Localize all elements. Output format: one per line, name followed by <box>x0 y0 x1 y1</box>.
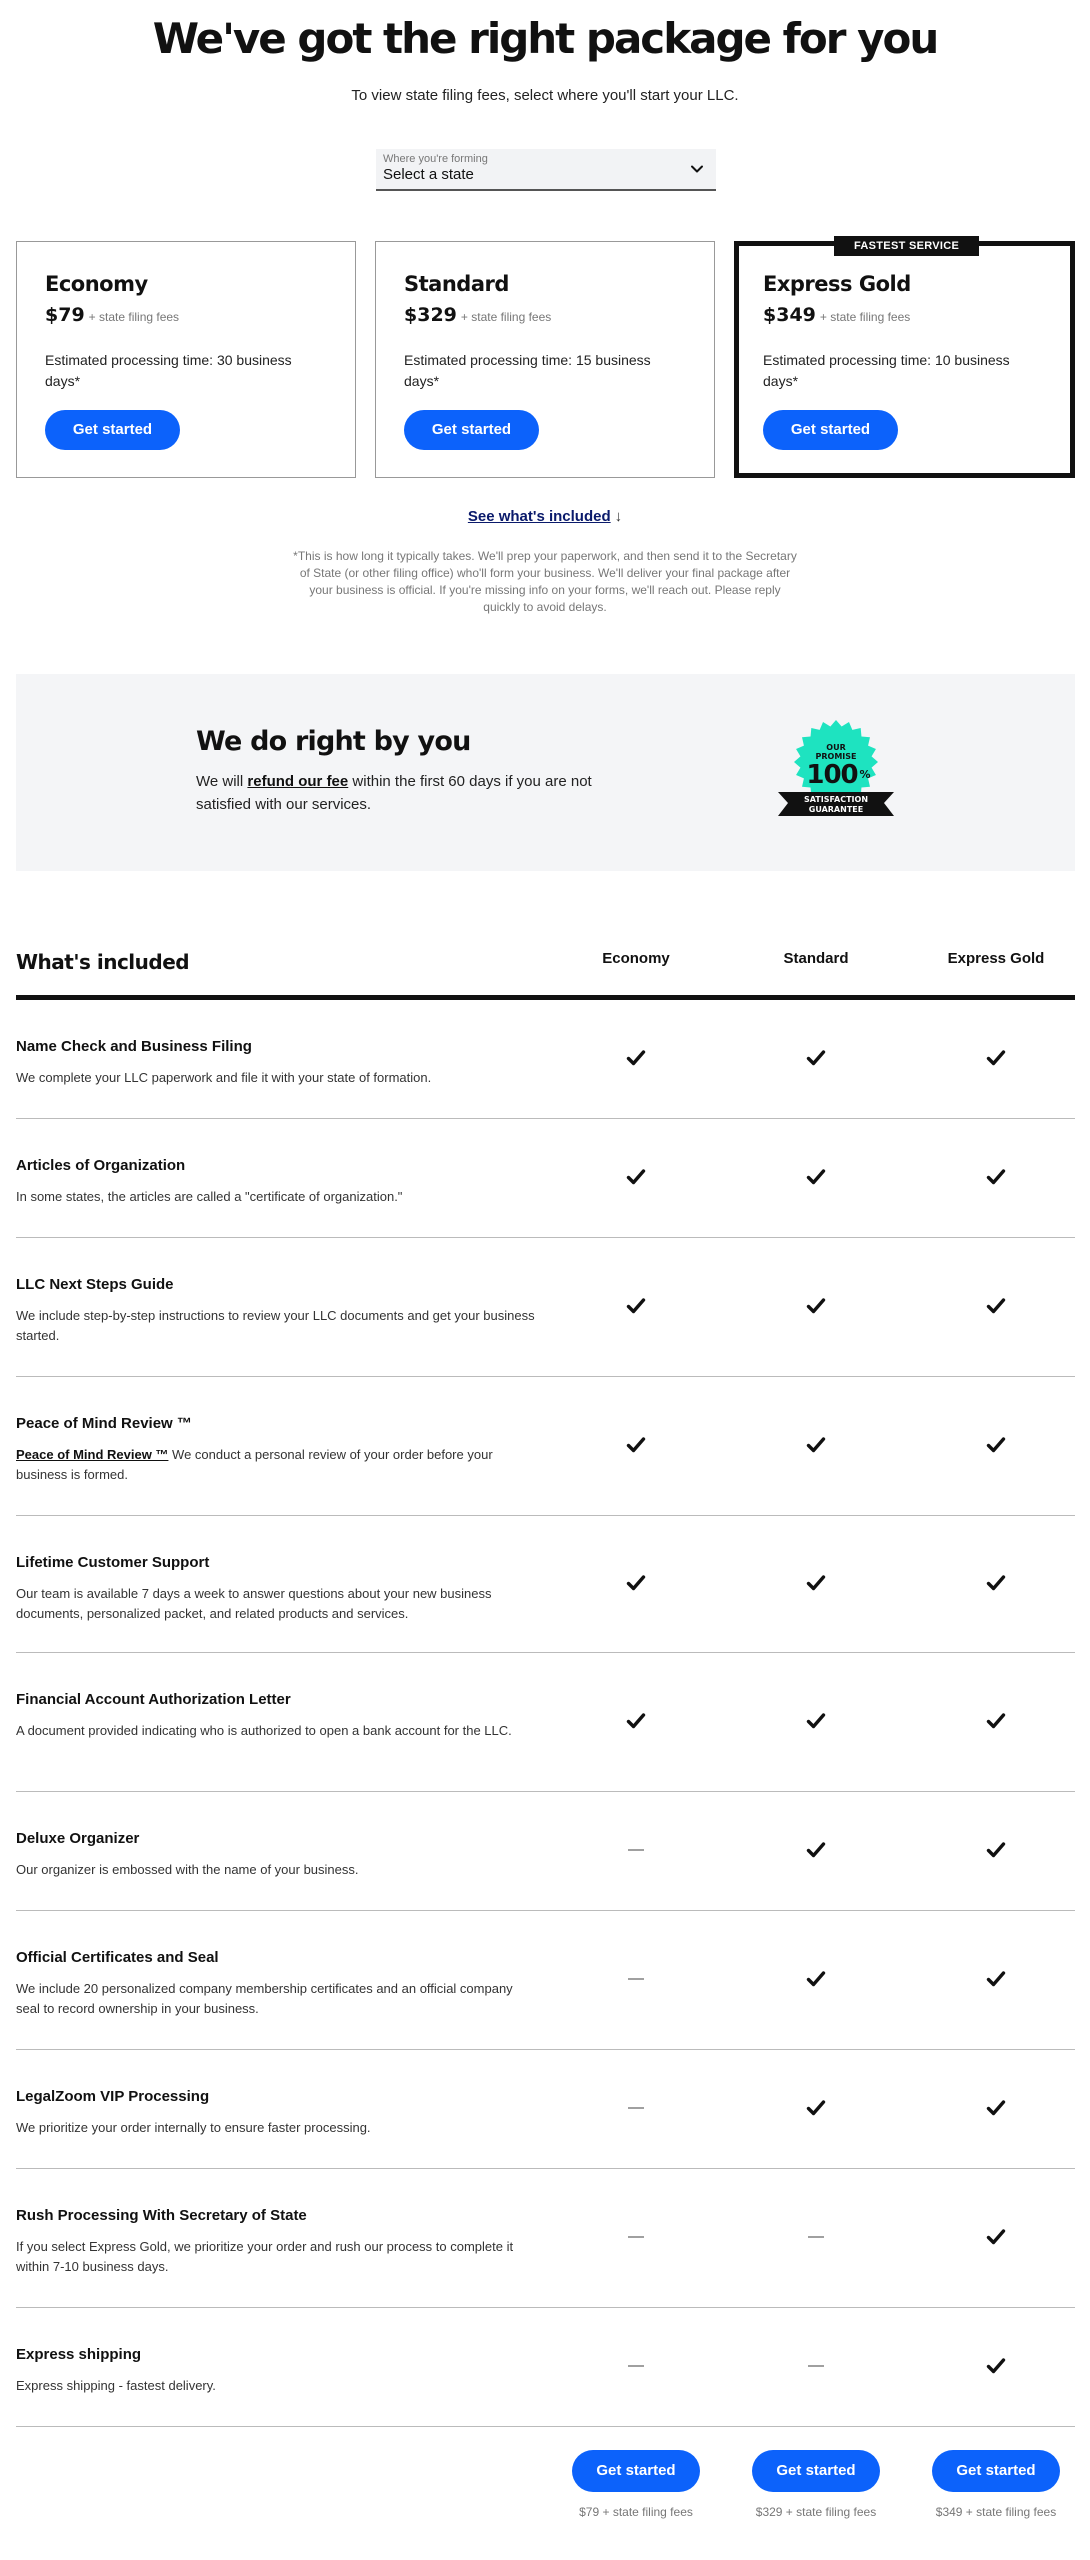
feature-title: LLC Next Steps Guide <box>16 1276 174 1293</box>
whats-included-title: What's included <box>16 950 190 974</box>
state-select[interactable] <box>376 149 716 191</box>
feature-description: We complete your LLC paperwork and file it with your state of formation. <box>16 1070 432 1085</box>
feature-description: Our team is available 7 days a week to answer questions about your new business documents, personalized packet, and related products and services. <box>16 1586 492 1621</box>
package-fee-note: + state filing fees <box>460 310 552 324</box>
package-processing-time: Estimated processing time: 10 business days* <box>763 352 1010 389</box>
dash-icon <box>626 1840 646 1860</box>
checkmark-icon <box>626 1711 646 1731</box>
feature-row-rush-processing-with-secretary-of-state <box>16 2169 1075 2308</box>
checkmark-icon <box>806 1048 826 1068</box>
feature-row-express-shipping <box>16 2308 1075 2427</box>
package-name: Express Gold <box>763 272 911 296</box>
feature-title: Peace of Mind Review ™ <box>16 1415 192 1432</box>
see-whats-included <box>0 508 1090 525</box>
feature-title: Deluxe Organizer <box>16 1830 140 1847</box>
feature-description: We prioritize your order internally to ensure faster processing. <box>16 2120 371 2135</box>
dash-icon <box>626 2356 646 2376</box>
feature-row-llc-next-steps-guide <box>16 1238 1075 1377</box>
seal-ribbon1: SATISFACTION <box>803 795 869 804</box>
column-header-standard: Standard <box>783 950 849 967</box>
dash-icon <box>626 2227 646 2247</box>
feature-description: In some states, the articles are called a "certificate of organization." <box>16 1189 403 1204</box>
checkmark-icon <box>806 1969 826 1989</box>
feature-title: Lifetime Customer Support <box>16 1554 210 1571</box>
checkmark-icon <box>626 1167 646 1187</box>
promise-text: We will refund our fee within the first 60 days if you are not satisfied with our services. <box>196 773 592 813</box>
see-whats-included-link[interactable]: See what's included <box>467 508 611 525</box>
checkmark-icon <box>806 1296 826 1316</box>
seal-ribbon2: GUARANTEE <box>808 805 864 814</box>
page-subtitle: To view state filing fees, select where you'll start your LLC. <box>351 87 739 104</box>
checkmark-icon <box>806 1711 826 1731</box>
checkmark-icon <box>986 1840 1006 1860</box>
feature-title: LegalZoom VIP Processing <box>16 2088 210 2105</box>
get-started-button-express-gold[interactable]: Get started <box>763 410 898 450</box>
checkmark-icon <box>626 1048 646 1068</box>
feature-row-name-check-and-business-filing <box>16 1000 1075 1119</box>
promise-title: We do right by you <box>196 726 471 757</box>
column-header-economy: Economy <box>602 950 670 967</box>
feature-description: We include step-by-step instructions to review your LLC documents and get your business started. <box>16 1308 535 1343</box>
checkmark-icon <box>626 1435 646 1455</box>
checkmark-icon <box>986 1711 1006 1731</box>
feature-description: Express shipping - fastest delivery. <box>16 2378 216 2393</box>
checkmark-icon <box>986 1573 1006 1593</box>
package-fee-note: + state filing fees <box>819 310 911 324</box>
feature-row-financial-account-authorization-letter <box>16 1653 1075 1792</box>
promise-banner <box>16 674 1075 871</box>
checkmark-icon <box>986 1435 1006 1455</box>
package-processing-time: Estimated processing time: 30 business days* <box>45 352 292 389</box>
feature-title: Official Certificates and Seal <box>16 1949 219 1966</box>
feature-title: Rush Processing With Secretary of State <box>16 2207 307 2224</box>
state-select-label: Where you're forming <box>383 153 488 165</box>
checkmark-icon <box>806 1435 826 1455</box>
get-started-button-economy[interactable]: Get started <box>45 410 180 450</box>
package-price: $79 <box>45 304 85 326</box>
seal-big: 100 <box>806 760 858 790</box>
checkmark-icon <box>806 1840 826 1860</box>
feature-description: We include 20 personalized company membership certificates and an official company seal to record ownership in your business. <box>16 1981 513 2016</box>
feature-description: If you select Express Gold, we prioritize your order and rush our process to complete it within 7-10 business days. <box>16 2239 514 2274</box>
dash-icon <box>626 2098 646 2118</box>
package-name: Economy <box>45 272 148 296</box>
processing-disclaimer: *This is how long it typically takes. We'll prep your paperwork, and then send it to the Secretary of State (or other filing office) who'll form your business. We'll deliver your final package after your business is official. If you're missing info on your forms, we'll reach out. Please reply quickly to avoid delays. <box>293 549 797 614</box>
seal-pct: % <box>859 768 871 781</box>
feature-description: A document provided indicating who is authorized to open a bank account for the LLC. <box>16 1723 512 1738</box>
fastest-service-badge: FASTEST SERVICE <box>834 236 979 256</box>
footer-fee-standard: $329 + state filing fees <box>755 2505 877 2519</box>
checkmark-icon <box>986 2098 1006 2118</box>
checkmark-icon <box>986 1969 1006 1989</box>
feature-row-legalzoom-vip-processing <box>16 2050 1075 2169</box>
feature-description: Our organizer is embossed with the name of your business. <box>16 1862 359 1877</box>
feature-row-peace-of-mind-review <box>16 1377 1075 1516</box>
checkmark-icon <box>986 1167 1006 1187</box>
package-processing-time: Estimated processing time: 15 business days* <box>404 352 651 389</box>
feature-description: Peace of Mind Review ™ We conduct a personal review of your order before your business is formed. <box>16 1447 493 1482</box>
feature-row-official-certificates-and-seal <box>16 1911 1075 2050</box>
seal-line2: PROMISE <box>815 752 857 761</box>
arrow-down-icon: ↓ <box>614 508 623 525</box>
checkmark-icon <box>986 2227 1006 2247</box>
refund-fee-link[interactable]: refund our fee <box>247 773 349 790</box>
package-card-economy <box>16 241 356 478</box>
get-started-button-economy-footer[interactable]: Get started <box>572 2450 700 2492</box>
package-card-express-gold <box>734 241 1075 478</box>
peace-of-mind-review-link[interactable]: Peace of Mind Review ™ <box>16 1447 169 1462</box>
feature-title: Express shipping <box>16 2346 142 2363</box>
chevron-down-icon <box>690 162 704 176</box>
package-card-standard <box>375 241 715 478</box>
feature-row-articles-of-organization <box>16 1119 1075 1238</box>
dash-icon <box>806 2227 826 2247</box>
feature-title: Name Check and Business Filing <box>16 1038 252 1055</box>
checkmark-icon <box>626 1573 646 1593</box>
get-started-button-standard[interactable]: Get started <box>404 410 539 450</box>
column-header-express-gold: Express Gold <box>947 950 1045 967</box>
package-name: Standard <box>404 272 509 296</box>
checkmark-icon <box>806 1573 826 1593</box>
checkmark-icon <box>806 2098 826 2118</box>
feature-row-deluxe-organizer <box>16 1792 1075 1911</box>
page-title: We've got the right package for you <box>152 14 938 63</box>
feature-row-lifetime-customer-support <box>16 1516 1075 1653</box>
checkmark-icon <box>626 1296 646 1316</box>
package-price: $329 <box>404 304 457 326</box>
checkmark-icon <box>806 1167 826 1187</box>
package-price: $349 <box>763 304 816 326</box>
feature-title: Articles of Organization <box>16 1157 186 1174</box>
checkmark-icon <box>986 2356 1006 2376</box>
checkmark-icon <box>986 1296 1006 1316</box>
get-started-button-express-gold-footer[interactable]: Get started <box>932 2450 1060 2492</box>
dash-icon <box>806 2356 826 2376</box>
checkmark-icon <box>986 1048 1006 1068</box>
state-select-value: Select a state <box>383 166 474 183</box>
footer-fee-economy: $79 + state filing fees <box>579 2505 693 2519</box>
package-fee-note: + state filing fees <box>88 310 180 324</box>
dash-icon <box>626 1969 646 1989</box>
seal-line1: OUR <box>826 743 846 752</box>
feature-title: Financial Account Authorization Letter <box>16 1691 291 1708</box>
footer-fee-express-gold: $349 + state filing fees <box>935 2505 1057 2519</box>
get-started-button-standard-footer[interactable]: Get started <box>752 2450 880 2492</box>
satisfaction-guarantee-seal-icon <box>776 720 896 828</box>
